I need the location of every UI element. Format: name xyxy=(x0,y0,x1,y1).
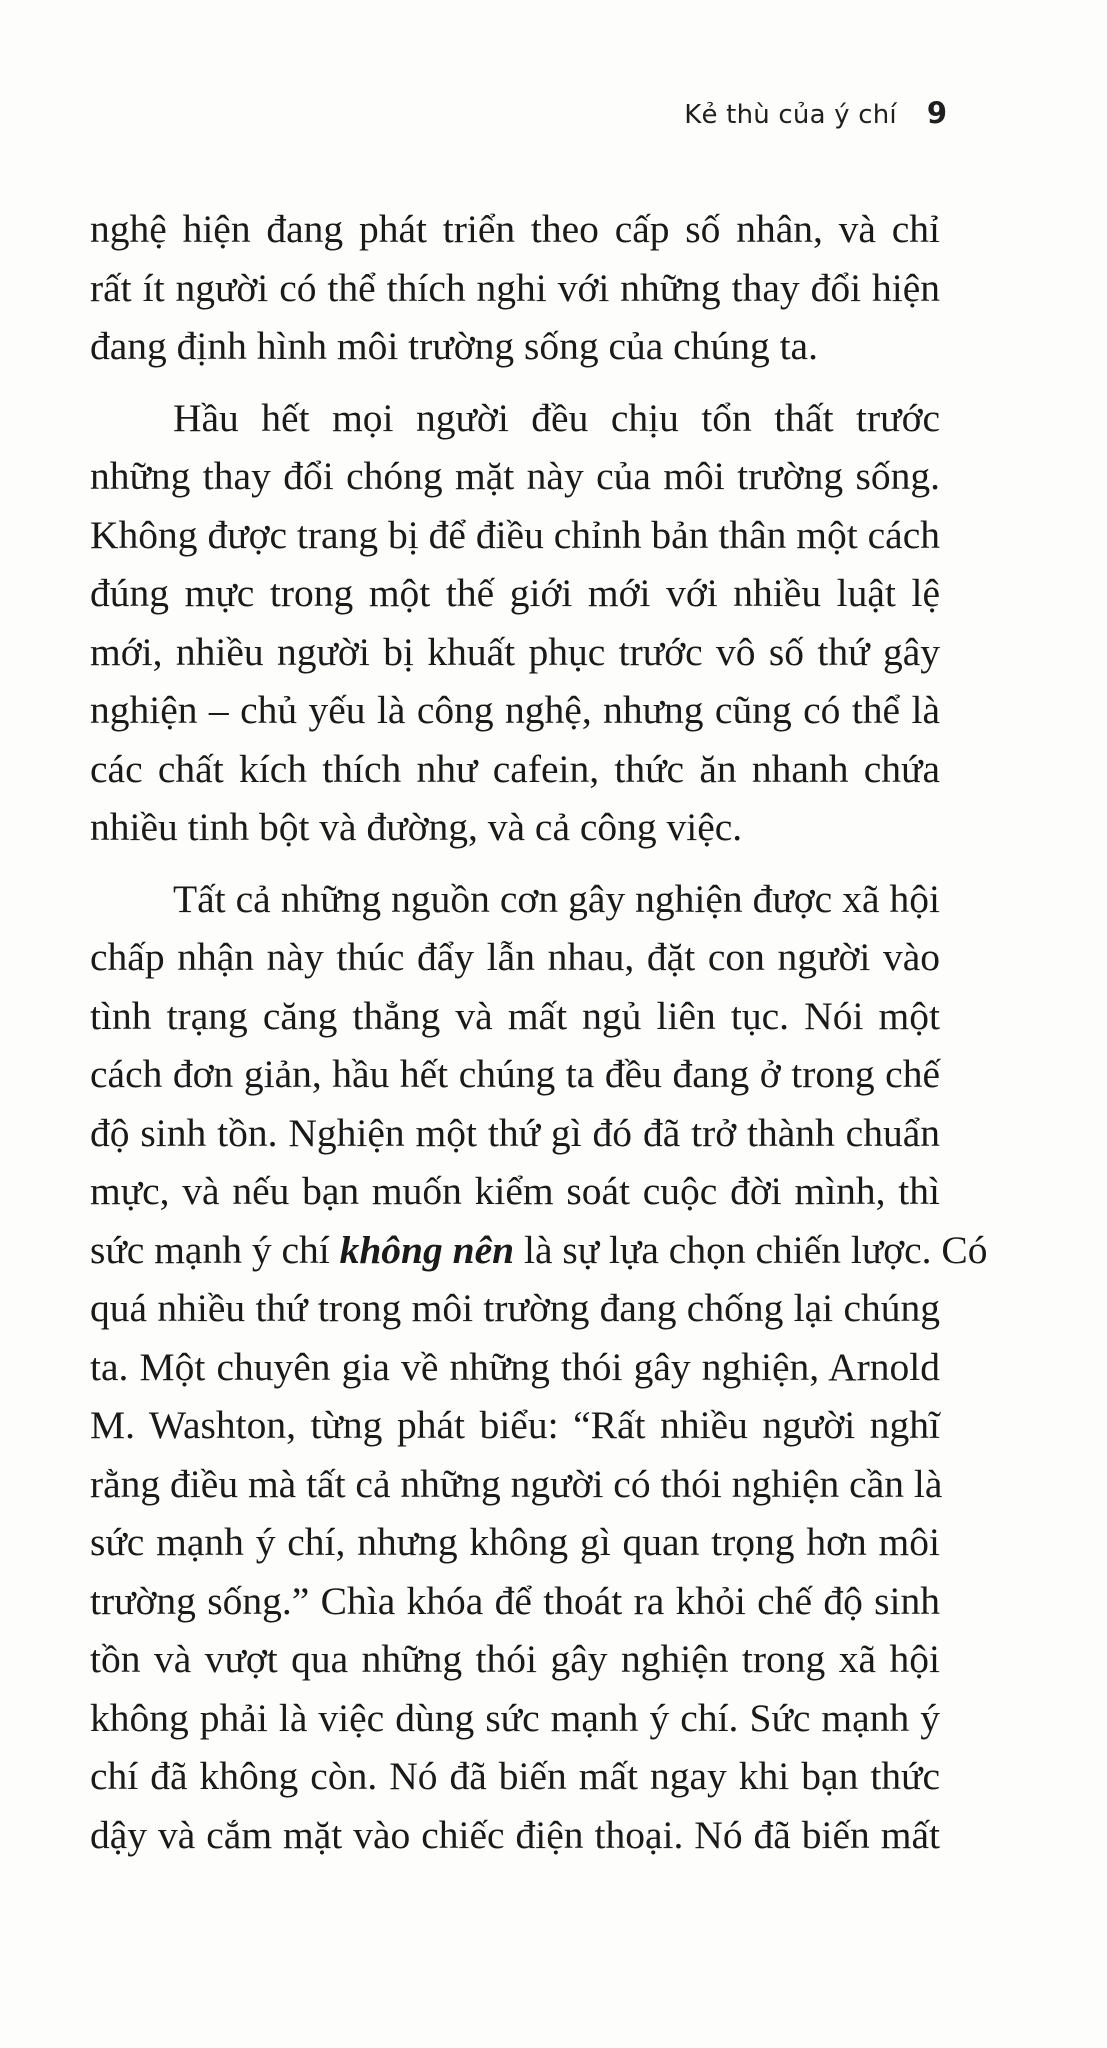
text-line: chấp nhận này thúc đẩy lẫn nhau, đặt con người vào xyxy=(90,935,940,979)
page-number: 9 xyxy=(926,96,947,130)
text-line: sức mạnh ý chí, nhưng không gì quan trọng hơn môi xyxy=(90,1520,940,1564)
text-line: tồn và vượt qua những thói gây nghiện trong xã hội xyxy=(90,1637,940,1681)
text-line: chí đã không còn. Nó đã biến mất ngay khi bạn thức xyxy=(90,1754,940,1798)
text-line: đang định hình môi trường sống của chúng ta. xyxy=(90,324,818,368)
text-line: độ sinh tồn. Nghiện một thứ gì đó đã trở thành chuẩn xyxy=(90,1110,940,1155)
text-line: mới, nhiều người bị khuất phục trước vô số thứ gây xyxy=(90,629,940,674)
chapter-title: Kẻ thù của ý chí xyxy=(684,100,897,130)
text-line: trường sống.” Chìa khóa để thoát ra khỏi chế độ sinh xyxy=(90,1578,940,1623)
text-line: nghệ hiện đang phát triển theo cấp số nhân, và chỉ xyxy=(90,207,940,251)
text-line: ta. Một chuyên gia về những thói gây nghiện, Arnold xyxy=(90,1344,940,1389)
text-line: tình trạng căng thẳng và mất ngủ liên tục. Nói một xyxy=(90,993,940,1038)
text-line: nghiện – chủ yếu là công nghệ, nhưng cũng có thể là xyxy=(90,688,940,732)
text-line: rất ít người có thể thích nghi với những thay đổi hiện xyxy=(90,265,940,310)
text-line: Hầu hết mọi người đều chịu tổn thất trước xyxy=(173,395,940,440)
text-line: nhiều tinh bột và đường, và cả công việc. xyxy=(90,805,743,849)
text-line: rằng điều mà tất cả những người có thói nghiện cần là xyxy=(90,1461,943,1506)
text-line: các chất kích thích như cafein, thức ăn nhanh chứa xyxy=(90,746,940,791)
text-line: quá nhiều thứ trong môi trường đang chống lại chúng xyxy=(90,1286,940,1330)
emphasized-text: không nên xyxy=(339,1227,515,1272)
running-header xyxy=(684,96,947,130)
text-line: không phải là việc dùng sức mạnh ý chí. Sức mạnh ý xyxy=(90,1695,940,1740)
text-line: Không được trang bị để điều chỉnh bản thân một cách xyxy=(90,512,940,557)
text-run: sức mạnh ý chí xyxy=(90,1227,340,1272)
paragraph-gap xyxy=(90,376,940,389)
text-line: Tất cả những nguồn cơn gây nghiện được xã hội xyxy=(173,876,940,921)
text-line: mực, và nếu bạn muốn kiểm soát cuộc đời mình, thì xyxy=(90,1169,940,1213)
paragraph-gap xyxy=(90,857,940,870)
text-line: cách đơn giản, hầu hết chúng ta đều đang ở trong chế xyxy=(90,1052,940,1096)
text-line: dậy và cắm mặt vào chiếc điện thoại. Nó đã biến mất xyxy=(90,1812,940,1857)
text-line-with-emphasis xyxy=(90,1221,988,1280)
text-line: đúng mực trong một thế giới mới với nhiều luật lệ xyxy=(90,571,940,615)
body-text xyxy=(90,200,988,1864)
text-line: M. Washton, từng phát biểu: “Rất nhiều người nghĩ xyxy=(90,1403,940,1447)
text-run: là sự lựa chọn chiến lược. Có xyxy=(514,1227,988,1272)
text-line: những thay đổi chóng mặt này của môi trường sống. xyxy=(90,454,940,498)
